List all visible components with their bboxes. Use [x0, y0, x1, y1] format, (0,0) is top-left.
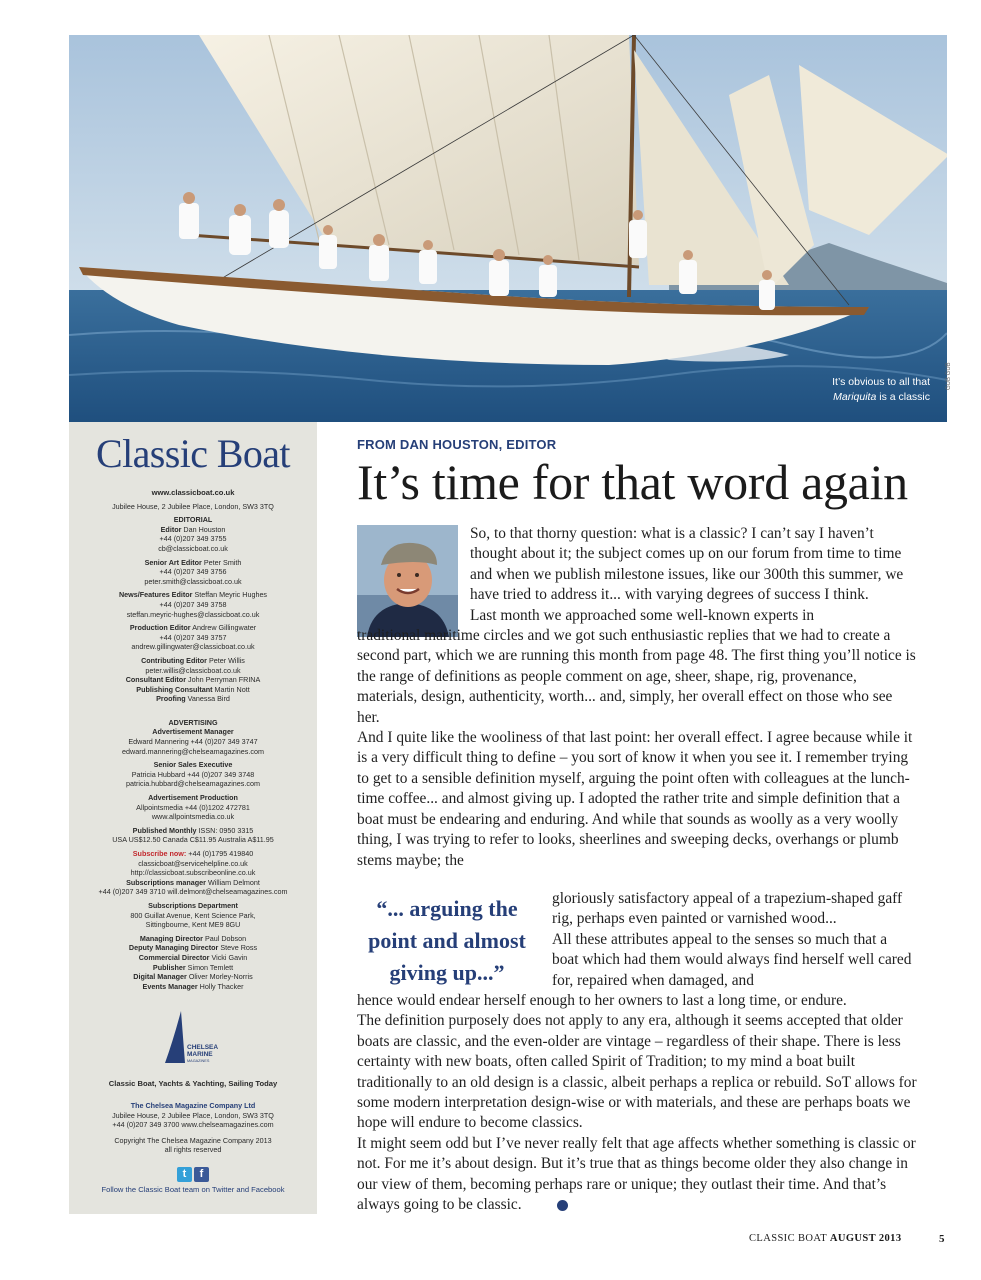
paragraph-3: And I quite like the wooliness of that last point: her overall effect. I agree because while it is a very difficult thing to define – you sort of know it when you see it. I remember trying to get to a sensible definition myself, arguing the point often with colleagues at the lunch-time coffee... and almost giving up. I adopted the rather trite and simple definition that a boat must be endearing and enduring. And while that sounds as woolly as a very woolly thing, I was trying to refer to looks, sheerlines and sweeping decks, overhangs or plumb stems maybe; the	[357, 729, 913, 869]
paragraph-6-text: It might seem odd but I’ve never really felt that age affects whether something is classic or not. For me it’s about design. But it’s true that as things become older they also change in our view of them, becoming perhaps rare or unique; they outlast their time. And that’s always going to be classic.	[357, 1134, 916, 1214]
published-info	[69, 826, 317, 836]
website-url[interactable]: www.classicboat.co.uk	[151, 488, 235, 497]
staff-email[interactable]: peter.willis@classicboat.co.uk	[145, 665, 241, 675]
staff-name: Vicki Gavin	[211, 952, 248, 962]
logo-line-1: CHELSEA	[187, 1044, 219, 1052]
staff-entry	[69, 878, 317, 888]
staff-entry	[69, 685, 317, 695]
staff-phone: Edward Mannering +44 (0)207 349 3747	[128, 737, 258, 747]
hero-caption	[832, 375, 930, 405]
subs-dept-address: 800 Guillat Avenue, Kent Science Park,	[130, 910, 256, 920]
staff-email[interactable]: cb@classicboat.co.uk	[158, 543, 228, 553]
follow-text: Follow the Classic Boat team on Twitter and Facebook	[101, 1184, 285, 1194]
staff-role: Commercial Director	[138, 952, 210, 962]
staff-role: Subscriptions manager	[126, 877, 206, 887]
staff-name: Simon Temlett	[187, 962, 234, 972]
subscribe-email[interactable]: classicboat@servicehelpline.co.uk	[138, 858, 248, 868]
paragraph-1: So, to that thorny question: what is a classic? I can’t say I haven’t thought about it; the subject comes up on our forum from time to time and when we publish milestone issues, like our 300th this summer, we have tried to address it... with varying degrees of success I think.	[470, 525, 904, 604]
staff-name: Peter Willis	[208, 655, 245, 665]
company-name: The Chelsea Magazine Company Ltd	[130, 1100, 256, 1110]
staff-phone: +44 (0)207 349 3758	[159, 599, 227, 609]
paragraph-6	[357, 1134, 917, 1216]
staff-name: Peter Smith	[203, 557, 242, 567]
logo-line-2: MARINE	[187, 1051, 213, 1059]
staff-phone: Patricia Hubbard +44 (0)207 349 3748	[131, 769, 255, 779]
staff-phone: +44 (0)207 349 3756	[159, 567, 227, 577]
staff-entry	[69, 727, 317, 737]
paragraph-3-cont: gloriously satisfactory appeal of a trapezium-shaped gaff rig, perhaps even painted or varnished wood...	[552, 890, 903, 928]
staff-name: Andrew Gillingwater	[192, 623, 257, 633]
footer-magazine: CLASSIC BOAT	[749, 1233, 827, 1244]
social-icons	[69, 1167, 317, 1182]
article-title: It’s time for that word again	[357, 454, 908, 510]
copyright-line: all rights reserved	[164, 1145, 222, 1155]
staff-email[interactable]: andrew.gillingwater@classicboat.co.uk	[131, 642, 255, 652]
staff-role: Advertisement Manager	[152, 727, 234, 737]
staff-role: Events Manager	[142, 981, 198, 991]
staff-role: Managing Director	[139, 933, 203, 943]
staff-role: Senior Sales Executive	[153, 760, 233, 770]
staff-entry	[69, 793, 317, 803]
copyright-line: Copyright The Chelsea Magazine Company 2013	[114, 1135, 272, 1145]
advertising-heading: ADVERTISING	[168, 717, 218, 727]
staff-role: Advertisement Production	[148, 793, 238, 803]
article-body-top	[357, 524, 917, 871]
staff-entry	[69, 972, 317, 982]
page-footer	[749, 1233, 901, 1244]
twitter-icon[interactable]: t	[177, 1167, 192, 1182]
masthead-logo: Classic Boat	[96, 431, 290, 476]
staff-name: Oliver Morley-Norris	[188, 972, 253, 982]
staff-entry	[69, 963, 317, 973]
published-label: Published Monthly	[132, 825, 197, 835]
staff-entry	[69, 934, 317, 944]
staff-phone: Allpointsmedia +44 (0)1202 472781	[136, 802, 250, 812]
paragraph-4-start: All these attributes appeal to the senses so much that a boat which had them would always find herself well cared for, repaired when damaged, and	[552, 930, 912, 989]
staff-entry	[69, 694, 317, 704]
issn: ISSN: 0950 3315	[198, 825, 254, 835]
photo-credit: GUB GUB	[946, 362, 952, 390]
staff-role: Publishing Consultant	[136, 684, 213, 694]
staff-role: Publisher	[152, 962, 186, 972]
staff-name: Steve Ross	[220, 943, 258, 953]
masthead-sidebar	[69, 422, 317, 1214]
footer-issue: AUGUST 2013	[829, 1233, 902, 1244]
staff-email[interactable]: steffan.meyric-hughes@classicboat.co.uk	[126, 609, 260, 619]
staff-name: Holly Thacker	[199, 981, 244, 991]
staff-entry	[69, 953, 317, 963]
subs-dept-title: Subscriptions Department	[148, 900, 238, 910]
staff-role: Proofing	[156, 694, 186, 704]
staff-name: Steffan Meyric Hughes	[194, 590, 268, 600]
staff-entry	[69, 590, 317, 600]
page-number: 5	[939, 1233, 945, 1245]
subscribe-line	[69, 849, 317, 859]
staff-email[interactable]: edward.mannering@chelseamagazines.com	[122, 746, 264, 756]
staff-entry	[69, 525, 317, 535]
facebook-icon[interactable]: f	[194, 1167, 209, 1182]
cover-prices: USA US$12.50 Canada C$11.95 Australia A$11.95	[112, 835, 274, 845]
article-kicker: FROM DAN HOUSTON, EDITOR	[357, 437, 557, 452]
staff-entry	[69, 656, 317, 666]
staff-entry	[69, 558, 317, 568]
staff-entry	[69, 943, 317, 953]
staff-phone: +44 (0)207 349 3755	[159, 534, 227, 544]
staff-role: Contributing Editor	[141, 655, 207, 665]
company-address: Jubilee House, 2 Jubilee Place, London, SW3 3TQ	[112, 1110, 274, 1120]
paragraph-2-cont: traditional maritime circles and we got such enthusiastic replies that we had to create a second part, which we are running this month from page 48. The first thing you’ll notice is the range of definitions as people comment on age, sheer, shape, rig, provenance, materials, design, authenticity, worth... and, simply, her overall effect on those who see her.	[357, 627, 916, 726]
staff-phone: +44 (0)207 349 3757	[159, 632, 227, 642]
staff-role: News/Features Editor	[118, 590, 193, 600]
sailing-yacht-illustration	[69, 35, 947, 422]
article-body-bottom	[357, 889, 917, 1216]
website-link[interactable]: www.allpointsmedia.co.uk	[151, 812, 235, 822]
staff-contact[interactable]: +44 (0)207 349 3710 will.delmont@chelseamagazines.com	[98, 887, 288, 897]
staff-role: Production Editor	[129, 623, 191, 633]
caption-line-1: It’s obvious to all that	[832, 376, 930, 388]
subscribe-label: Subscribe now:	[132, 849, 187, 858]
paragraph-2-start: Last month we approached some well-known experts in	[470, 606, 815, 624]
staff-name: Martin Nott	[214, 684, 250, 694]
caption-rest: is a classic	[876, 391, 930, 403]
publications-list: Classic Boat, Yachts & Yachting, Sailing Today	[108, 1079, 278, 1089]
staff-email[interactable]: patricia.hubbard@chelseamagazines.com	[126, 779, 260, 789]
staff-role: Consultant Editor	[125, 675, 186, 685]
logo-line-3: MAGAZINES	[187, 1059, 210, 1064]
subs-dept-address: Sittingbourne, Kent ME9 8GU	[145, 920, 241, 930]
paragraph-5: The definition purposely does not apply to any era, although it seems accepted that older boats are classic, and the even-older are vintage – regardless of their shape. There is less certainty with new boats, often called Spirit of Tradition; to my mind a boat built traditionally to an old design is a classic, albeit perhaps a replica or rebuild. SoT allows for some modern interpretation design-wise or with materials, and these are perhaps boats we hope will endure to become classics.	[357, 1012, 917, 1132]
staff-role: Deputy Managing Director	[128, 943, 219, 953]
editorial-heading: EDITORIAL	[173, 515, 213, 525]
chelsea-marine-logo	[163, 1011, 223, 1065]
staff-name: Dan Houston	[183, 524, 226, 534]
office-address: Jubilee House, 2 Jubilee Place, London, SW3 3TQ	[112, 501, 274, 511]
end-mark-icon	[557, 1200, 568, 1211]
hero-photo	[69, 35, 947, 422]
staff-role: Digital Manager	[133, 972, 187, 982]
staff-entry	[69, 623, 317, 633]
staff-name: Vanessa Bird	[187, 694, 230, 704]
company-contact[interactable]: +44 (0)207 349 3700 www.chelseamagazines.com	[112, 1120, 274, 1130]
staff-entry	[69, 675, 317, 685]
paragraph-4-cont: hence would endear herself enough to her owners to last a long time, or endure.	[357, 992, 847, 1010]
staff-entry	[69, 982, 317, 992]
caption-line-2	[832, 390, 930, 405]
staff-name: John Perryman FRINA	[188, 675, 261, 685]
staff-role: Editor	[160, 524, 182, 534]
staff-email[interactable]: peter.smith@classicboat.co.uk	[144, 576, 242, 586]
staff-name: William Delmont	[207, 877, 260, 887]
staff-name: Paul Dobson	[204, 933, 247, 943]
staff-entry	[69, 760, 317, 770]
subs-dept	[69, 901, 317, 911]
pull-quote: “... arguing the point and almost giving up...”	[368, 896, 526, 985]
caption-boat-name: Mariquita	[833, 391, 877, 403]
subscribe-url[interactable]: http://classicboat.subscribeonline.co.uk	[130, 868, 256, 878]
staff-role: Senior Art Editor	[144, 557, 202, 567]
subscribe-phone: +44 (0)1795 419840	[188, 849, 254, 858]
